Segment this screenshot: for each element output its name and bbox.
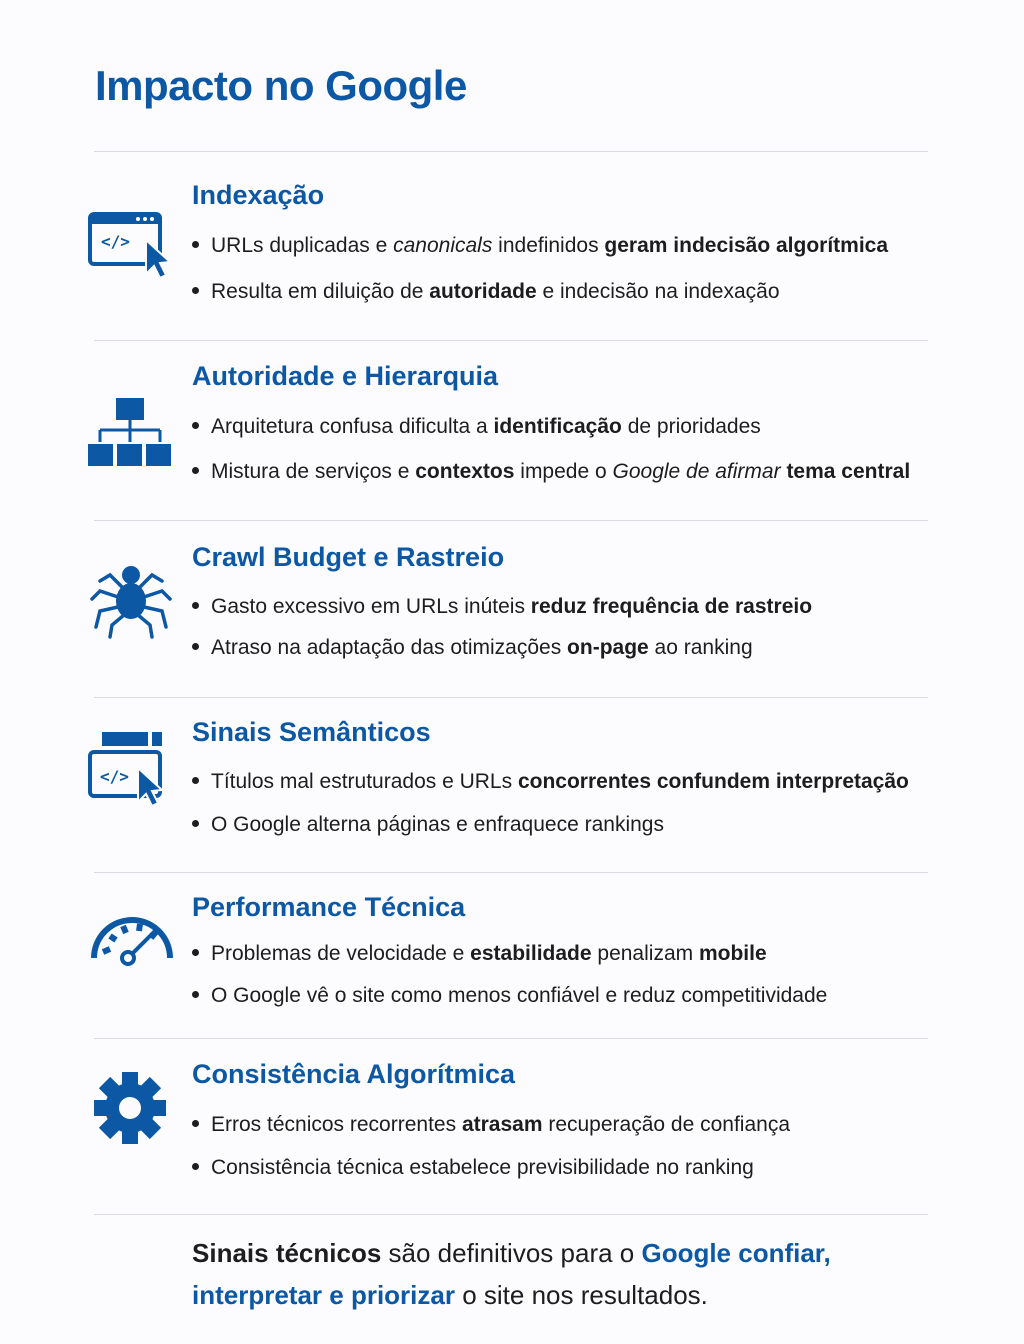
bullet-item [192, 233, 888, 259]
bullet-dot [192, 422, 199, 429]
bullet-item [192, 983, 827, 1009]
bullet-item [192, 941, 767, 967]
bullet-text: geram indecisão algorítmica [604, 234, 889, 257]
bullet-text: on-page [567, 636, 649, 659]
bullet-item [192, 1112, 790, 1138]
section-title: Sinais Semânticos [192, 717, 431, 747]
bullet-text: Títulos mal estruturados e URLs [211, 770, 518, 793]
section-title: Crawl Budget e Rastreio [192, 542, 505, 572]
section-title: Consistência Algorítmica [192, 1059, 516, 1089]
section-title: Indexação [192, 180, 325, 210]
divider [94, 1038, 928, 1039]
bullet-text: canonicals [393, 234, 493, 257]
conclusion-text [192, 1232, 952, 1316]
bullet-text: Erros técnicos recorrentes [211, 1113, 462, 1136]
conclusion-bold: Sinais técnicos [192, 1238, 382, 1268]
conclusion-text-part: são definitivos para o [381, 1238, 642, 1268]
conclusion-highlight: interpretar e priorizar [192, 1280, 455, 1310]
divider [94, 520, 928, 521]
section-title: Performance Técnica [192, 892, 466, 922]
bullet-dot [192, 241, 199, 248]
bullet-item [192, 279, 780, 305]
bullet-text: Atraso na adaptação das otimizações [211, 636, 568, 659]
bullet-text: mobile [698, 942, 767, 965]
browser-code-cursor-icon [86, 200, 176, 290]
divider [94, 340, 928, 341]
bullet-text: ao ranking [648, 636, 753, 659]
bullet-dot [192, 1163, 199, 1170]
divider [94, 697, 928, 698]
bullet-text: rankings [584, 813, 664, 836]
bullet-text: impede o [514, 460, 613, 483]
bullet-dot [192, 287, 199, 294]
bullet-item [192, 769, 909, 795]
divider [94, 1214, 928, 1215]
bullet-item [192, 812, 664, 838]
bullet-text: Gasto excessivo em URLs inúteis [211, 595, 531, 618]
bullet-text: e indecisão na indexação [536, 280, 780, 303]
bullet-dot [192, 949, 199, 956]
bullet-text: estabilidade [470, 942, 592, 965]
gear-icon [86, 1062, 176, 1152]
bullet-text: O Google vê o site como menos confiável e reduz competitividade [211, 984, 828, 1007]
svg-text:</>: </> [100, 767, 129, 786]
bullet-text: atrasam [461, 1113, 543, 1136]
bullet-dot [192, 643, 199, 650]
bullet-text: Mistura de serviços e [211, 460, 416, 483]
svg-text:</>: </> [101, 232, 130, 251]
bullet-text: Google de afirmar [612, 460, 781, 483]
bullet-item [192, 414, 761, 440]
bullet-text: contextos [415, 460, 515, 483]
section-title: Autoridade e Hierarquia [192, 361, 499, 391]
divider [94, 151, 928, 152]
conclusion-highlight: Google confiar, [641, 1238, 831, 1268]
sitemap-hierarchy-icon [86, 392, 176, 482]
spider-crawler-icon [86, 557, 176, 647]
bullet-text: recuperação de confiança [542, 1113, 790, 1136]
divider [94, 872, 928, 873]
bullet-item [192, 459, 910, 485]
bullet-text: tema central [786, 460, 911, 483]
bullet-text: O Google alterna páginas e enfraquece [211, 813, 585, 836]
bullet-text: URLs duplicadas e [211, 234, 394, 257]
bullet-dot [192, 820, 199, 827]
bullet-dot [192, 991, 199, 998]
browser-code-cursor-icon [86, 722, 176, 812]
bullet-text: Resulta em diluição de [211, 280, 430, 303]
bullet-text: concorrentes confundem interpretação [517, 770, 909, 793]
speedometer-gauge-icon [86, 900, 176, 990]
bullet-dot [192, 602, 199, 609]
bullet-dot [192, 1120, 199, 1127]
conclusion-text-part: o site nos resultados. [454, 1280, 708, 1310]
bullet-text: Arquitetura confusa dificulta a [211, 415, 494, 438]
bullet-text: indefinidos [492, 234, 605, 257]
bullet-item [192, 1155, 754, 1181]
bullet-item [192, 635, 753, 661]
bullet-text: Consistência técnica estabelece previsibilidade no ranking [211, 1156, 754, 1179]
page-title: Impacto no Google [95, 62, 467, 109]
bullet-text: de prioridades [621, 415, 761, 438]
bullet-text: penalizam [591, 942, 699, 965]
bullet-text: autoridade [429, 280, 537, 303]
bullet-dot [192, 777, 199, 784]
bullet-text: Problemas de velocidade e [211, 942, 471, 965]
bullet-text: identificação [493, 415, 622, 438]
bullet-text: reduz frequência de rastreio [530, 595, 813, 618]
bullet-dot [192, 467, 199, 474]
bullet-item [192, 594, 812, 620]
